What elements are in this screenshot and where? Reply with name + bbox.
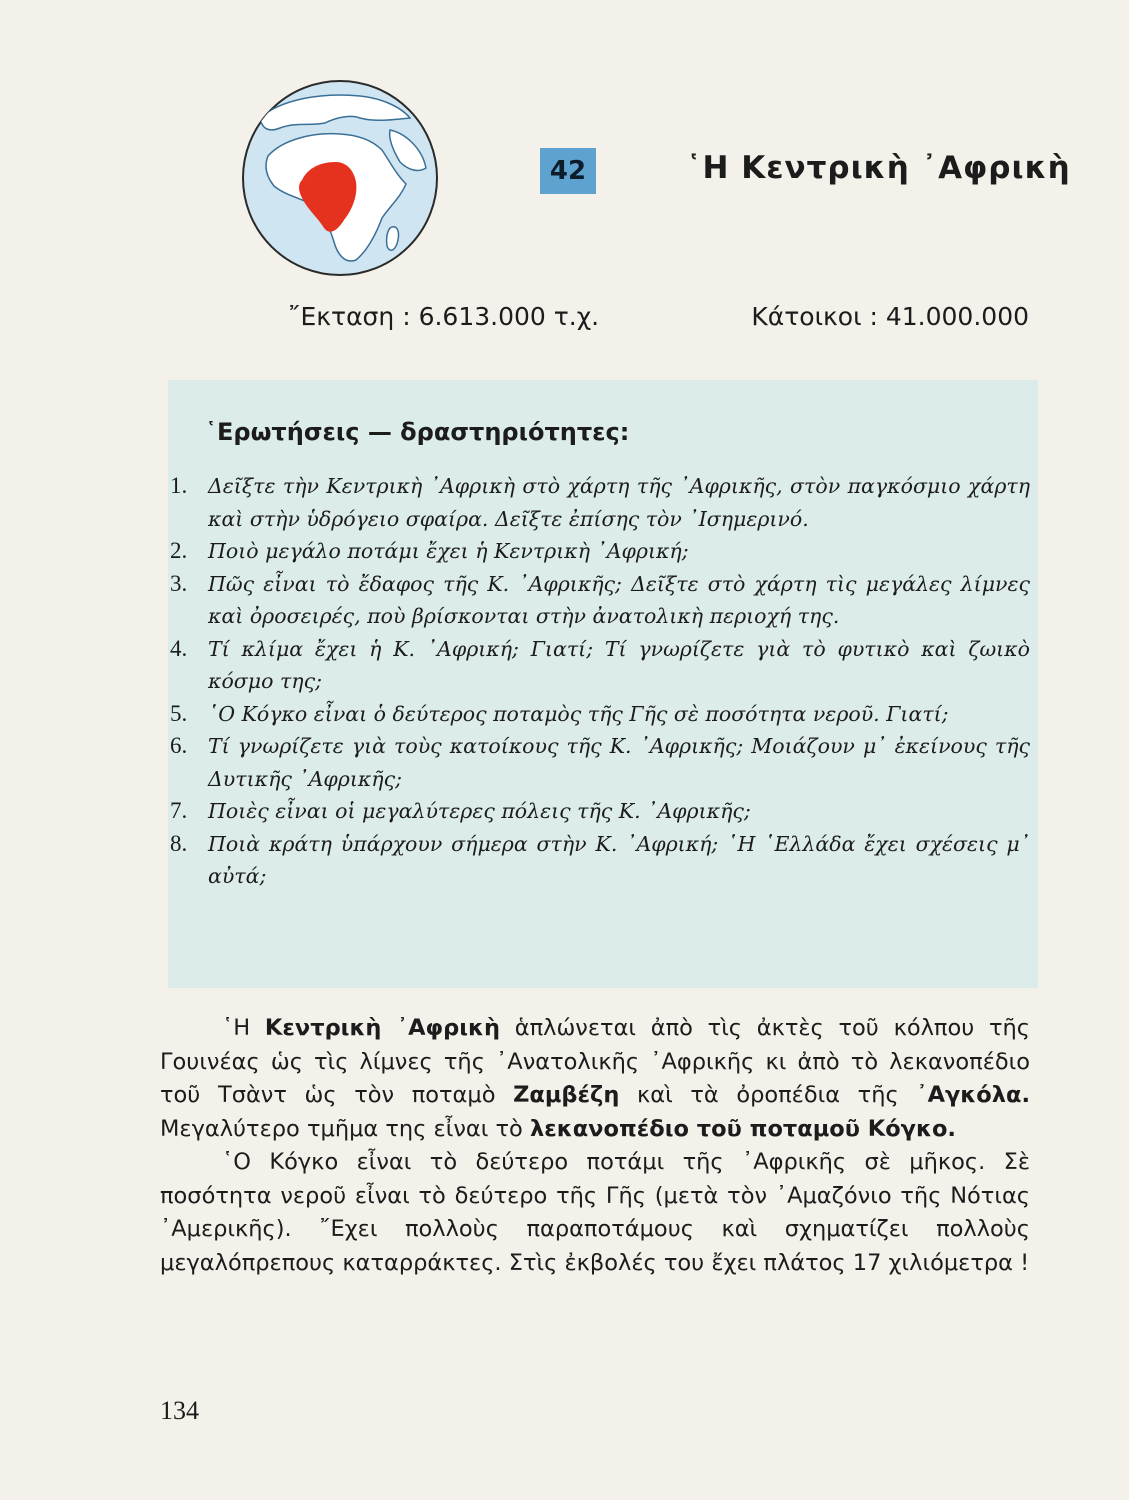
area-stat: ῎Εκταση : 6.613.000 τ.χ. [288,302,600,331]
question-number: 7. [170,798,188,823]
question-item [170,828,1030,893]
body-bold-term: λεκανοπέδιο τοῦ ποταμοῦ Κόγκο. [529,1115,956,1142]
question-item [170,698,1030,731]
body-text-run: ῾Η [222,1015,265,1041]
page-number: 134 [160,1396,199,1425]
question-number: 6. [170,733,188,758]
question-item [170,535,1030,568]
question-number: 1. [170,473,188,498]
population-stat: Κάτοικοι : 41.000.000 [751,302,1029,331]
question-text: Ποιὸ μεγάλο ποτάμι ἔχει ἡ Κεντρικὴ ᾿Αφρική; [208,539,689,563]
question-item [170,470,1030,535]
question-text: ῾Ο Κόγκο εἶναι ὁ δεύτερος ποταμὸς τῆς Γῆς σὲ ποσότητα νεροῦ. Γιατί; [208,701,949,726]
body-bold-term: Ζαμβέζη [513,1082,620,1108]
body-text-run: Μεγαλύτερο τμῆμα της εἶναι τὸ [160,1115,530,1142]
question-number: 2. [170,538,188,563]
africa-globe-map [240,78,440,278]
body-bold-term: Κεντρικὴ ᾿Αφρικὴ [264,1015,501,1041]
body-paragraph-2: ῾Ο Κόγκο εἶναι τὸ δεύτερο ποτάμι τῆς ᾿Αφρικῆς σὲ μῆκος. Σὲ ποσότητα νεροῦ εἶναι τὸ δεύτερο τῆς Γῆς (μετὰ τὸν ᾿Αμαζόνιο τῆς Νότιας ᾿Αμερικῆς). ῎Εχει πολλοὺς παραποτάμους καὶ σχηματίζει πολλοὺς μεγαλόπρεπους καταρράκτες. Στὶς ἐκβολές του ἔχει πλάτος 17 χιλιόμετρα ! [160,1149,1030,1276]
page-title: ῾Η Κεντρικὴ ᾿Αφρικὴ [686,150,1071,186]
lesson-number-badge: 42 [540,148,596,194]
question-text: Πῶς εἶναι τὸ ἔδαφος τῆς Κ. ᾿Αφρικῆς; Δεῖξτε στὸ χάρτη τὶς μεγάλες λίμνες καὶ ὀροσειρές, ποὺ βρίσκονται στὴν ἀνατολικὴ περιοχή της. [208,571,1030,628]
question-text: Δεῖξτε τὴν Κεντρικὴ ᾿Αφρικὴ στὸ χάρτη τῆς ᾿Αφρικῆς, στὸν παγκόσμιο χάρτη καὶ στὴν ὑδρόγειο σφαίρα. Δεῖξτε ἐπίσης τὸν ᾿Ισημερινό. [208,474,1030,531]
questions-list [170,470,1030,893]
question-item [170,730,1030,795]
body-paragraph-1 [160,1012,1030,1146]
question-item [170,633,1030,698]
question-text: Ποιὲς εἶναι οἱ μεγαλύτερες πόλεις τῆς Κ. ᾿Αφρικῆς; [208,799,751,823]
questions-heading: ῾Ερωτήσεις — δραστηριότητες: [205,418,630,446]
question-number: 4. [170,635,188,661]
question-number: 3. [170,570,188,596]
question-number: 5. [170,700,188,726]
body-text-run: ἁπλώνεται ἀπὸ τὶς ἀκτὲς τοῦ κόλπου τῆς Γουινέας ὡς τὶς λίμνες τῆς ᾿Ανατολικῆς ᾿Αφρικῆς κι ἀπὸ τὸ λεκανοπέδιο τοῦ Τσὰντ ὡς τὸν ποταμὸ [160,1015,1030,1108]
question-number: 8. [170,830,188,856]
question-text: Τί γνωρίζετε γιὰ τοὺς κατοίκους τῆς Κ. ᾿Αφρικῆς; Μοιάζουν μ᾿ ἐκείνους τῆς Δυτικῆς ᾿Αφρικῆς; [208,734,1030,791]
question-text: Ποιὰ κράτη ὑπάρχουν σήμερα στὴν Κ. ᾿Αφρική; ῾Η ῾Ελλάδα ἔχει σχέσεις μ᾿ αὐτά; [208,831,1030,888]
body-text-run: καὶ τὰ ὀροπέδια τῆς [619,1082,917,1108]
body-text [160,1012,1030,1280]
body-bold-term: ᾿Αγκόλα. [916,1082,1030,1108]
question-item [170,795,1030,828]
question-item [170,568,1030,633]
question-text: Τί κλίμα ἔχει ἡ Κ. ᾿Αφρική; Γιατί; Τί γνωρίζετε γιὰ τὸ φυτικὸ καὶ ζωικὸ κόσμο της; [208,636,1030,693]
